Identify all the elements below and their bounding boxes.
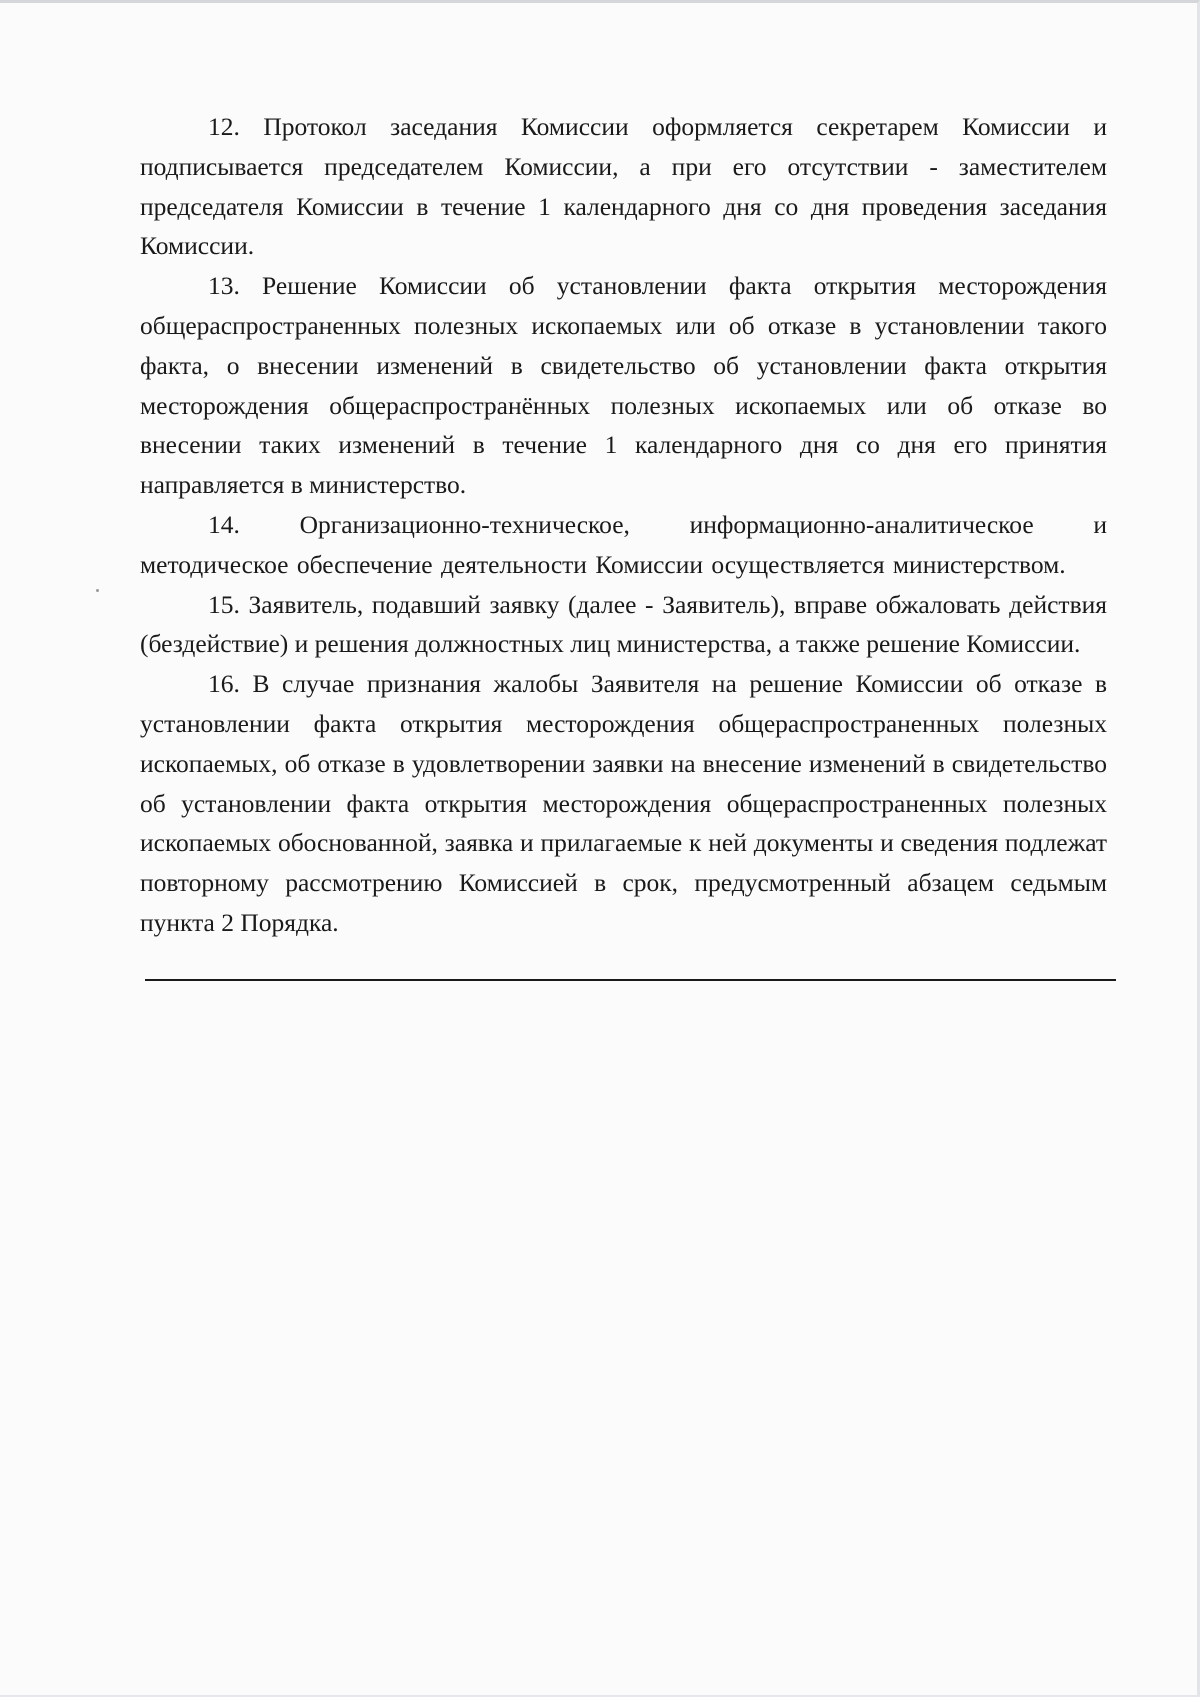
scan-speck (96, 589, 99, 592)
paragraph-14: 14. Организационно-техническое, информационно-аналитическое и методическое обеспечение деятельности Комиссии осуществляется министерством. (140, 509, 1107, 579)
document-body (140, 107, 1107, 943)
paragraph-12: 12. Протокол заседания Комиссии оформляется секретарем Комиссии и подписывается председателем Комиссии, а при его отсутствии - заместителем председателя Комиссии в течение 1 календарного дня со дня проведения заседания Комиссии. (140, 112, 1107, 261)
paragraph-15: 15. Заявитель, подавший заявку (далее - Заявитель), вправе обжаловать действия (бездействие) и решения должностных лиц министерства, а также решение Комиссии. (140, 589, 1107, 659)
paragraph-13: 13. Решение Комиссии об установлении факта открытия месторождения общераспространенных полезных ископаемых или об отказе в установлении такого факта, о внесении изменений в свидетельство об установлении факта открытия месторождения общераспространённых полезных ископаемых или об отказе во внесении таких изменений в течение 1 календарного дня со дня его принятия направляется в министерство. (140, 271, 1107, 500)
paragraph-16: 16. В случае признания жалобы Заявителя на решение Комиссии об отказе в установлении факта открытия месторождения общераспространенных полезных ископаемых, об отказе в удовлетворении заявки на внесение изменений в свидетельство об установлении факта открытия месторождения общераспространенных полезных ископаемых обоснованной, заявка и прилагаемые к ней документы и сведения подлежат повторному рассмотрению Комиссией в срок, предусмотренный абзацем седьмым пункта 2 Порядка. (140, 669, 1107, 937)
end-of-text-rule (145, 979, 1116, 981)
